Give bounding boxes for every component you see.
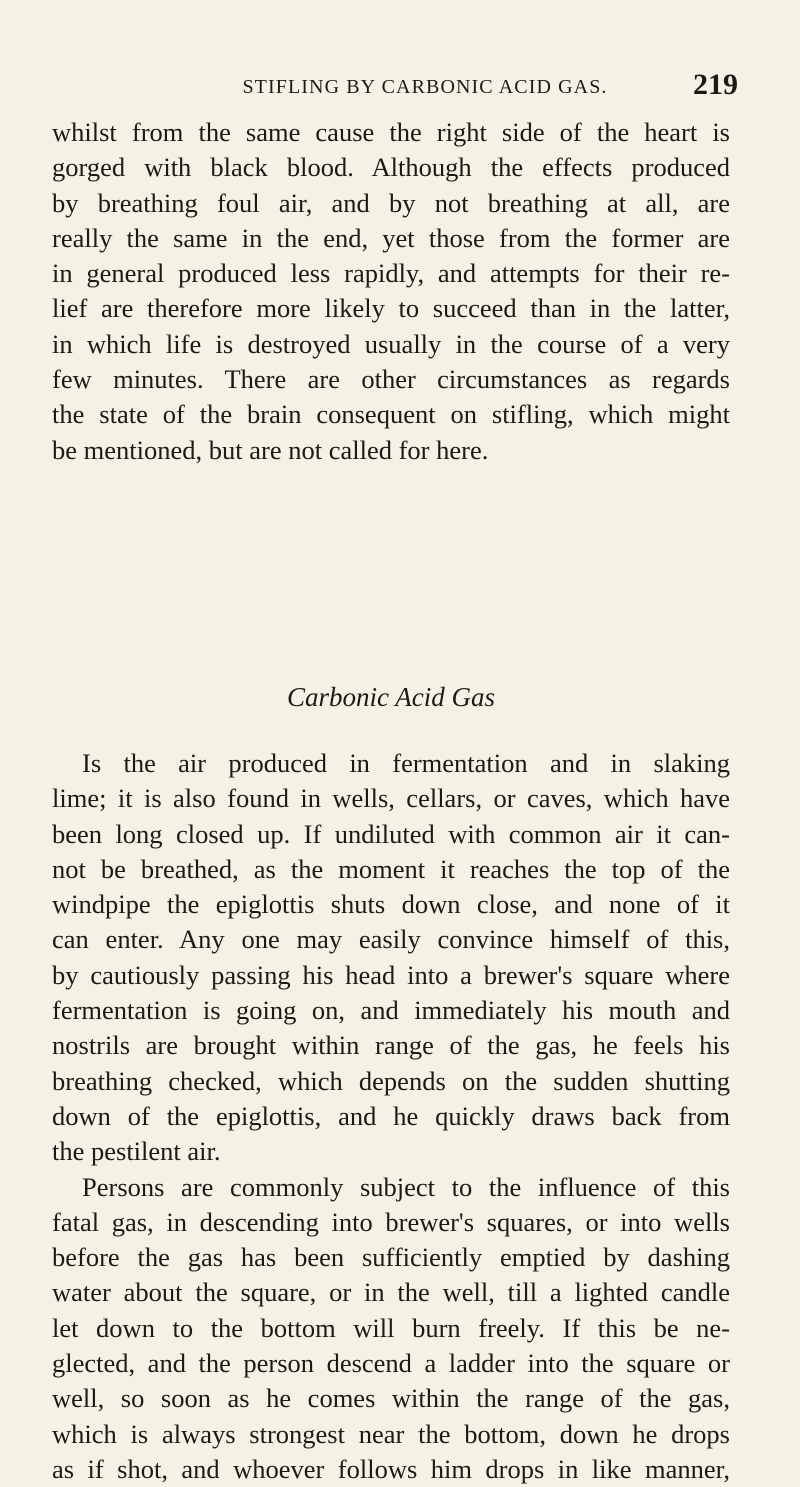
paragraph-continued xyxy=(52,115,730,468)
text-line: be mentioned, but are not called for here. xyxy=(52,434,489,465)
text-line: before the gas has been sufficiently emptied by dashing xyxy=(52,1242,730,1273)
text-line: Is the air produced in fermentation and in slaking xyxy=(82,748,730,778)
running-title: STIFLING BY CARBONIC ACID GAS. xyxy=(242,76,608,98)
text-line: by cautiously passing his head into a brewer's square where xyxy=(52,959,730,990)
text-line: gorged with black blood. Although the effects produced xyxy=(52,152,730,183)
text-line: lief are therefore more likely to succeed than in the latter, xyxy=(52,293,730,324)
text-line: few minutes. There are other circumstances as regards xyxy=(52,364,730,395)
text-line: in general produced less rapidly, and attempts for their re- xyxy=(52,258,730,289)
section-heading: Carbonic Acid Gas xyxy=(287,682,495,712)
text-line: the pestilent air. xyxy=(52,1136,221,1167)
text-line: lime; it is also found in wells, cellars, or caves, which have xyxy=(52,783,730,814)
text-line: as if shot, and whoever follows him drops in like manner, xyxy=(52,1453,730,1484)
text-line: been long closed up. If undiluted with common air it can- xyxy=(52,818,730,849)
text-line: glected, and the person descend a ladder into the square or xyxy=(52,1348,730,1379)
text-line: in which life is destroyed usually in the course of a very xyxy=(52,328,730,359)
text-line: windpipe the epiglottis shuts down close, and none of it xyxy=(52,889,730,920)
text-line: let down to the bottom will burn freely. If this be ne- xyxy=(52,1312,730,1343)
text-line: which is always strongest near the bottom, down he drops xyxy=(52,1418,730,1449)
page-number: 219 xyxy=(693,68,738,101)
text-line: breathing checked, which depends on the sudden shutting xyxy=(52,1065,730,1096)
text-line: by breathing foul air, and by not breathing at all, are xyxy=(52,187,730,218)
text-line: can enter. Any one may easily convince himself of this, xyxy=(52,924,730,955)
running-head xyxy=(52,68,738,104)
text-line: really the same in the end, yet those from the former are xyxy=(52,222,730,253)
text-line: down of the epiglottis, and he quickly draws back from xyxy=(52,1100,730,1131)
text-line: fatal gas, in descending into brewer's squares, or into wells xyxy=(52,1206,730,1237)
text-line: fermentation is going on, and immediately his mouth and xyxy=(52,995,730,1026)
text-line: the state of the brain consequent on stifling, which might xyxy=(52,399,730,430)
text-line: well, so soon as he comes within the range of the gas, xyxy=(52,1383,730,1414)
text-line: water about the square, or in the well, till a lighted candle xyxy=(52,1277,730,1308)
text-line: whilst from the same cause the right side of the heart is xyxy=(52,117,730,147)
paragraph-carbonic-acid xyxy=(52,746,730,1487)
text-line: nostrils are brought within range of the gas, he feels his xyxy=(52,1030,730,1061)
text-line: Persons are commonly subject to the influence of this xyxy=(82,1171,730,1202)
text-line: not be breathed, as the moment it reaches the top of the xyxy=(52,853,730,884)
